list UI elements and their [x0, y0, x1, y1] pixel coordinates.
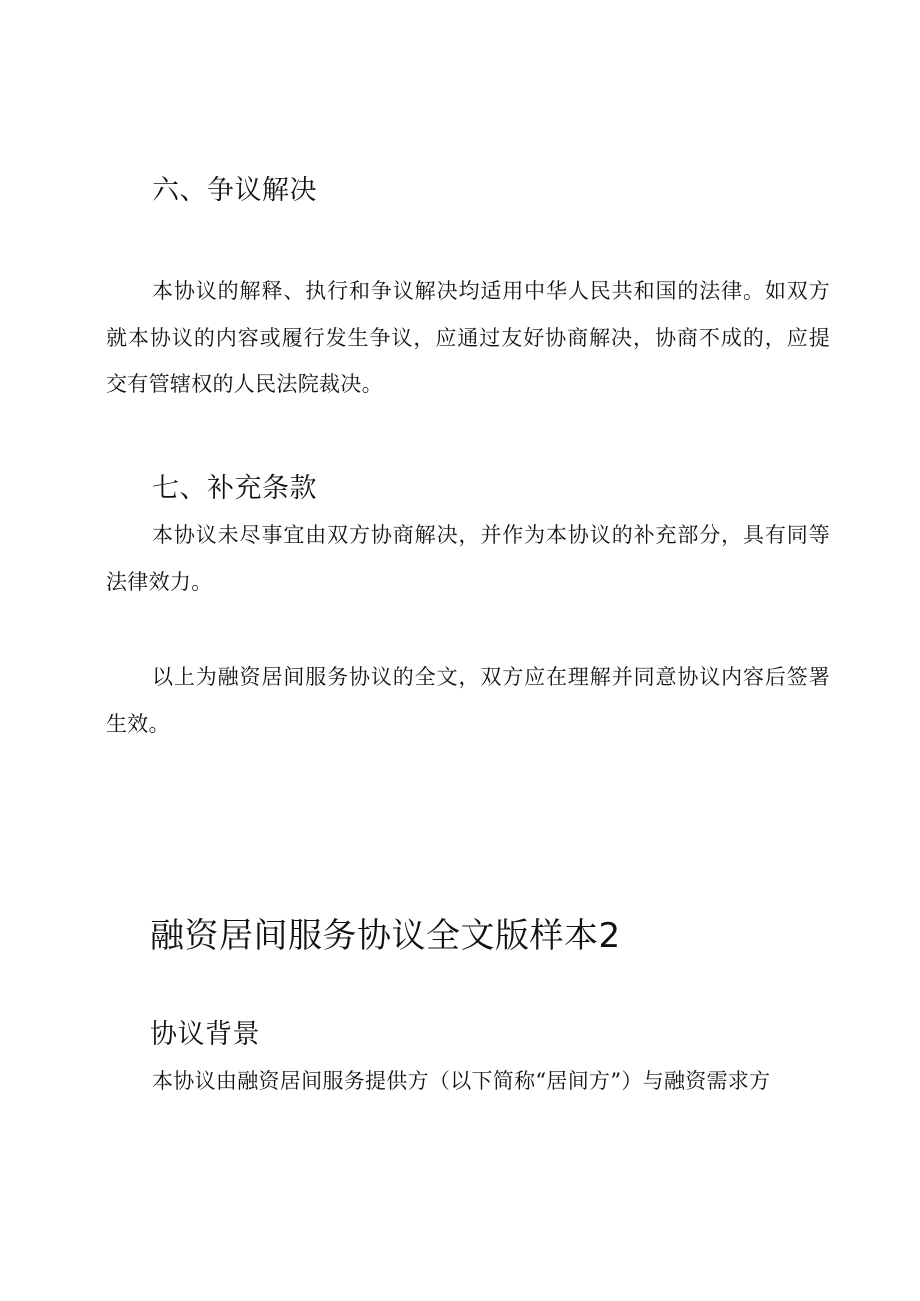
section-7-heading: 七、补充条款: [152, 473, 317, 504]
closing-paragraph: 以上为融资居间服务协议的全文，双方应在理解并同意协议内容后签署生效。: [106, 665, 830, 736]
background-body: 本协议由融资居间服务提供方（以下简称“居间方”）与融资需求方: [152, 1069, 771, 1093]
section-6-heading: 六、争议解决: [152, 175, 317, 206]
section-6-body: 本协议的解释、执行和争议解决均适用中华人民共和国的法律。如双方就本协议的内容或履行发生争议，应通过友好协商解决，协商不成的，应提交有管辖权的人民法院裁决。: [106, 279, 830, 396]
background-heading: 协议背景: [150, 1019, 260, 1050]
section-7-body: 本协议未尽事宜由双方协商解决，并作为本协议的补充部分，具有同等法律效力。: [106, 523, 830, 594]
document-2-title: 融资居间服务协议全文版样本2: [150, 916, 621, 956]
